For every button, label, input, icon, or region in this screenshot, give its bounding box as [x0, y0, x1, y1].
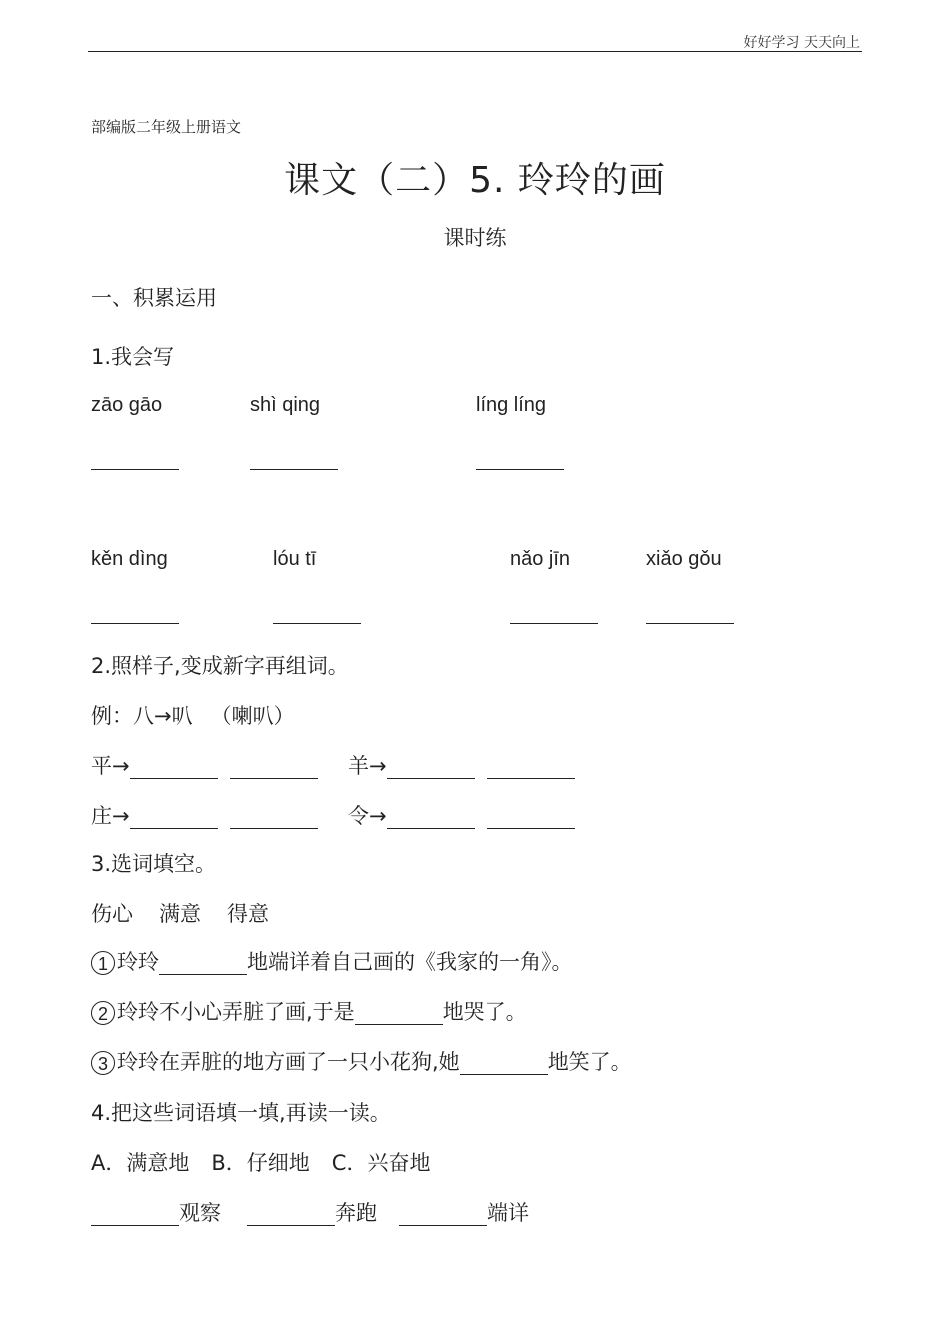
option-word: 得意 [227, 902, 269, 926]
circled-number-icon: 1 [91, 951, 115, 975]
example-to-char: 叭 [171, 704, 193, 728]
sentence-text: 玲玲不小心弄脏了画,于是 [117, 1000, 355, 1024]
example-line [91, 700, 295, 730]
arrow-icon: → [112, 754, 130, 778]
sentence-text: 玲玲 [117, 950, 159, 974]
fill-word: 端详 [487, 1201, 529, 1225]
header-divider [88, 51, 862, 52]
header-motto: 好好学习 天天向上 [743, 35, 860, 51]
answer-blank[interactable] [460, 1050, 548, 1075]
question-3-label: 3.选词填空。 [91, 852, 217, 876]
answer-blank[interactable] [159, 950, 247, 975]
base-char-ling: 令 [348, 804, 369, 828]
option-word: 伤心 [91, 902, 133, 926]
sentence-3 [91, 1046, 632, 1076]
choice-c: C．兴奋地 [331, 1151, 431, 1175]
choice-a: A．满意地 [91, 1151, 190, 1175]
answer-blank[interactable] [399, 1201, 487, 1226]
transform-row [91, 800, 318, 830]
fill-word: 奔跑 [335, 1201, 377, 1225]
transform-row [91, 750, 318, 780]
option-word: 满意 [159, 902, 201, 926]
answer-blank[interactable] [387, 804, 475, 829]
answer-blank[interactable] [130, 754, 218, 779]
answer-blank[interactable] [91, 469, 179, 470]
arrow-icon: → [369, 804, 387, 828]
question-4-label: 4.把这些词语填一填,再读一读。 [91, 1101, 391, 1125]
pinyin-xiaogou: xiǎo gǒu [646, 548, 722, 570]
sentence-text: 地哭了。 [442, 1000, 527, 1024]
question-2-label: 2.照样子,变成新字再组词。 [91, 654, 349, 678]
example-prefix: 例： [91, 704, 133, 728]
answer-blank[interactable] [273, 623, 361, 624]
sentence-text: 玲玲在弄脏的地方画了一只小花狗,她 [117, 1050, 460, 1074]
pinyin-lingling: líng líng [476, 394, 547, 416]
pinyin-kending: kěn dìng [91, 548, 168, 570]
example-word: （喇叭） [210, 704, 295, 728]
pinyin-zaogao: zāo gāo [91, 394, 163, 416]
answer-blank[interactable] [250, 469, 338, 470]
pinyin-shiqing: shì qing [250, 394, 321, 416]
circled-number-icon: 3 [91, 1051, 115, 1075]
answer-blank[interactable] [487, 804, 575, 829]
answer-blank[interactable] [91, 1201, 179, 1226]
fill-row [91, 1197, 529, 1227]
page-title: 课文（二）5. 玲玲的画 [284, 160, 666, 201]
sentence-2 [91, 996, 527, 1026]
base-char-ping: 平 [91, 754, 112, 778]
arrow-icon: → [369, 754, 387, 778]
answer-blank[interactable] [130, 804, 218, 829]
choice-b: B．仔细地 [211, 1151, 310, 1175]
pinyin-louti: lóu tī [273, 548, 317, 570]
arrow-icon: → [154, 704, 172, 728]
answer-blank[interactable] [230, 804, 318, 829]
grade-label: 部编版二年级上册语文 [91, 118, 242, 136]
base-char-yang: 羊 [348, 754, 369, 778]
sentence-text: 地笑了。 [547, 1050, 632, 1074]
word-options [91, 898, 269, 928]
sentence-text: 地端详着自己画的《我家的一角》。 [247, 950, 573, 974]
sentence-1 [91, 946, 573, 976]
choice-list [91, 1147, 430, 1177]
answer-blank[interactable] [230, 754, 318, 779]
answer-blank[interactable] [355, 1000, 443, 1025]
answer-blank[interactable] [487, 754, 575, 779]
section-heading: 一、积累运用 [91, 286, 217, 310]
arrow-icon: → [112, 804, 130, 828]
transform-row [348, 750, 575, 780]
question-1-label: 1.我会写 [91, 345, 175, 369]
pinyin-naojin: nǎo jīn [510, 548, 571, 570]
transform-row [348, 800, 575, 830]
circled-number-icon: 2 [91, 1001, 115, 1025]
answer-blank[interactable] [476, 469, 564, 470]
answer-blank[interactable] [387, 754, 475, 779]
page-subtitle: 课时练 [443, 226, 507, 250]
answer-blank[interactable] [247, 1201, 335, 1226]
answer-blank[interactable] [510, 623, 598, 624]
answer-blank[interactable] [91, 623, 179, 624]
example-from-char: 八 [133, 704, 154, 728]
answer-blank[interactable] [646, 623, 734, 624]
fill-word: 观察 [179, 1201, 221, 1225]
base-char-zhuang: 庄 [91, 804, 112, 828]
